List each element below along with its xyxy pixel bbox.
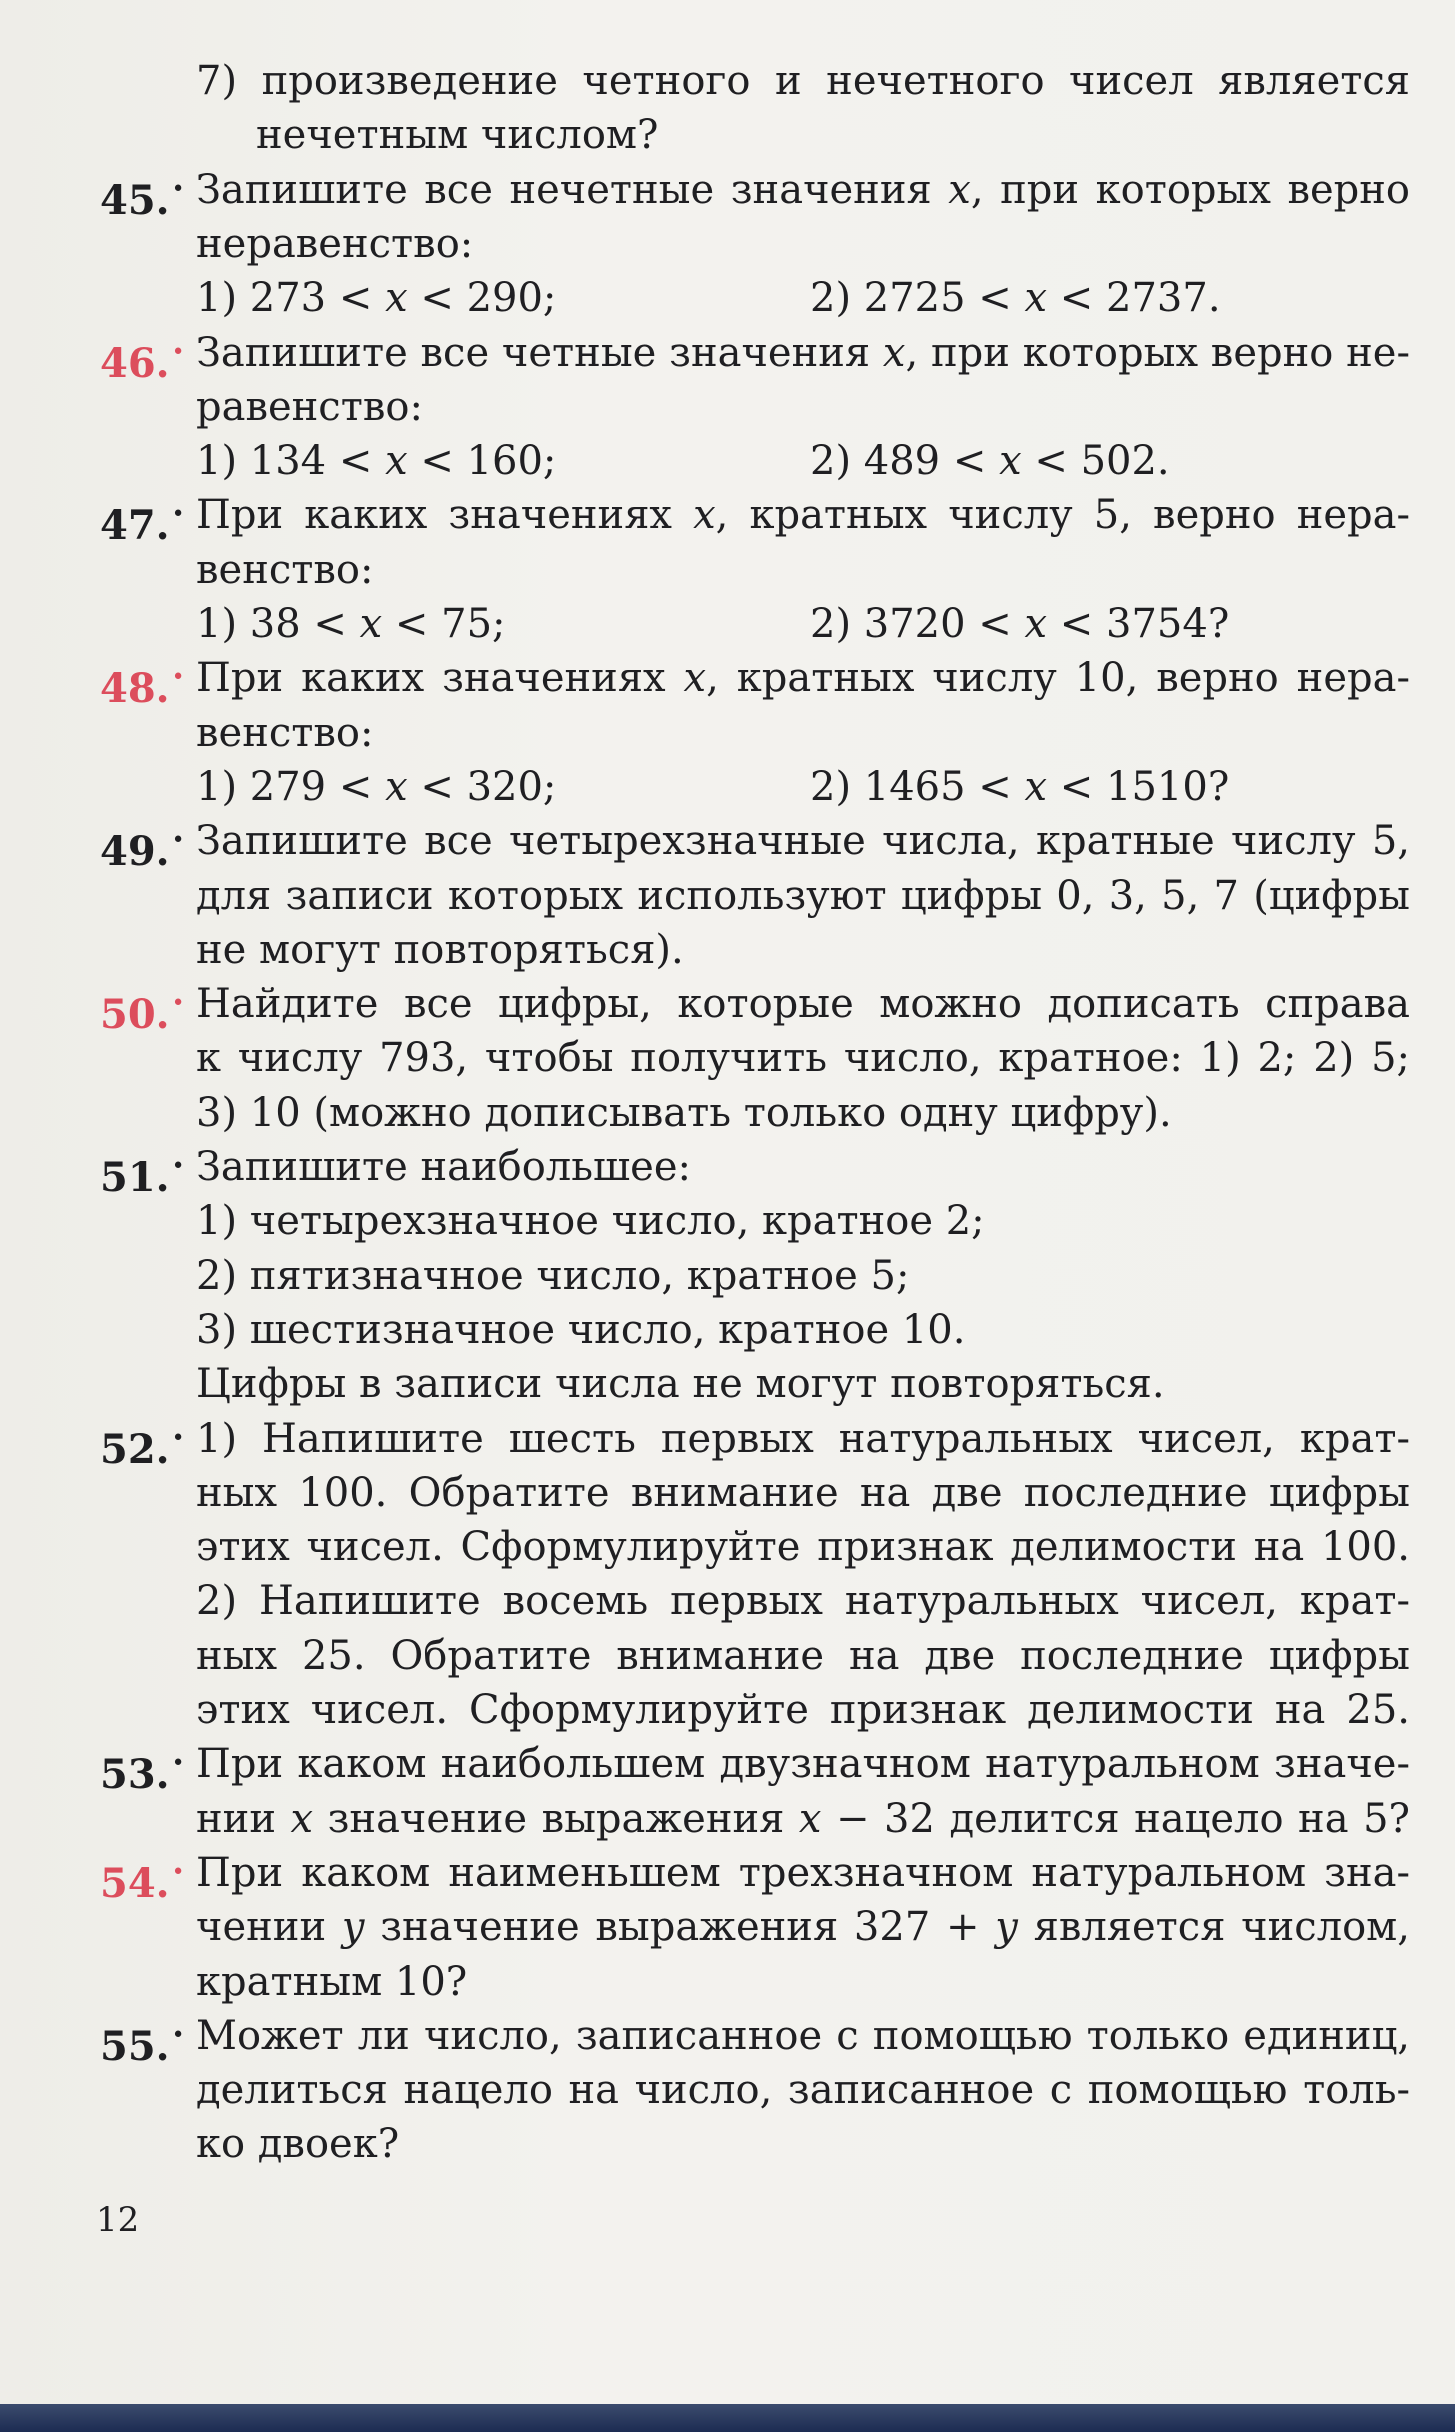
text-line bbox=[0, 1194, 1455, 1248]
exercise-text: 7) произведение четного и нечетного чисел является bbox=[196, 58, 1410, 104]
text-line bbox=[0, 1792, 1455, 1846]
exercise-text: равенство: bbox=[196, 383, 423, 430]
text-line bbox=[0, 1629, 1455, 1683]
exercise-text: венство: bbox=[196, 546, 374, 593]
exercise-text: Запишите все четырехзначные числа, кратные числу 5, bbox=[196, 818, 1410, 865]
level-marker-icon: • bbox=[171, 339, 185, 365]
text-line bbox=[0, 1900, 1455, 1954]
text-line bbox=[0, 651, 1455, 713]
exercise-text: При каком наибольшем двузначном натуральном значе- bbox=[196, 1741, 1410, 1788]
text-line bbox=[0, 217, 1455, 271]
text-line bbox=[0, 2009, 1455, 2070]
exercise-number: 50.• bbox=[100, 991, 185, 1039]
exercise-text: Запишите наибольшее: bbox=[196, 1144, 691, 1190]
text-line bbox=[0, 1303, 1455, 1357]
exercise-number: 52.• bbox=[100, 1425, 185, 1473]
level-marker-icon: • bbox=[171, 1154, 185, 1179]
level-marker-icon: • bbox=[171, 2022, 185, 2048]
exercise-text: ных 25. Обратите внимание на две последние цифры bbox=[196, 1632, 1410, 1679]
exercise-number: 54.• bbox=[100, 1859, 185, 1907]
level-marker-icon: • bbox=[171, 665, 185, 691]
exercise-text: этих чисел. Сформулируйте признак делимости на 100. bbox=[196, 1524, 1410, 1571]
exercise-text: 1) Напишите шесть первых натуральных чисел, крат- bbox=[196, 1415, 1410, 1462]
exercise-text: ко двоек? bbox=[196, 2121, 400, 2168]
text-line bbox=[0, 326, 1455, 387]
inequality-option: 2) 2725 < x < 2737. bbox=[810, 275, 1221, 322]
exercise-text: ных 100. Обратите внимание на две последние цифры bbox=[196, 1469, 1410, 1516]
scan-bottom-edge bbox=[0, 2404, 1455, 2432]
exercise-text: нии x значение выражения x − 32 делится нацело на 5? bbox=[196, 1795, 1410, 1842]
exercise-text: делиться нацело на число, записанное с помощью толь- bbox=[196, 2067, 1410, 2114]
text-line bbox=[0, 1466, 1455, 1520]
text-line bbox=[0, 869, 1455, 923]
exercise-text: При каких значениях x, кратных числу 5, верно нера- bbox=[196, 492, 1410, 539]
level-marker-icon: • bbox=[171, 991, 185, 1017]
text-line bbox=[0, 977, 1455, 1039]
exercise-text: этих чисел. Сформулируйте признак делимости на 25. bbox=[196, 1687, 1410, 1733]
text-line bbox=[0, 54, 1455, 108]
level-marker-icon: • bbox=[171, 1859, 185, 1885]
inequality-option: 2) 489 < x < 502. bbox=[810, 438, 1170, 485]
exercise-text: 1) четырехзначное число, кратное 2; bbox=[196, 1198, 985, 1245]
exercise-text: 2) Напишите восемь первых натуральных чисел, крат- bbox=[196, 1578, 1410, 1625]
exercise-number: 45.• bbox=[100, 176, 185, 224]
level-marker-icon: • bbox=[171, 176, 185, 202]
exercise-text: к числу 793, чтобы получить число, кратное: 1) 2; 2) 5; bbox=[196, 1035, 1410, 1082]
page-number: 12 bbox=[96, 2200, 140, 2240]
text-line bbox=[0, 1574, 1455, 1628]
inequality-option: 2) 1465 < x < 1510? bbox=[810, 763, 1230, 810]
inequality-option: 1) 279 < x < 320; bbox=[196, 763, 557, 810]
exercise-text: 3) шестизначное число, кратное 10. bbox=[196, 1306, 966, 1353]
inequality-option: 1) 38 < x < 75; bbox=[196, 601, 506, 647]
exercise-number: 53.• bbox=[100, 1751, 185, 1799]
exercise-text: кратным 10? bbox=[196, 1958, 468, 2005]
exercise-number: 48.• bbox=[100, 665, 185, 713]
text-line bbox=[0, 1249, 1455, 1303]
text-line bbox=[0, 1140, 1455, 1201]
text-line bbox=[0, 923, 1455, 977]
exercise-number: 46.• bbox=[100, 339, 185, 387]
text-line bbox=[0, 1520, 1455, 1574]
text-line bbox=[0, 163, 1455, 224]
inequality-option: 1) 134 < x < 160; bbox=[196, 438, 557, 485]
exercise-number: 47.• bbox=[100, 502, 185, 550]
exercise-text: 3) 10 (можно дописывать только одну цифру). bbox=[196, 1089, 1172, 1136]
text-line bbox=[0, 1086, 1455, 1140]
level-marker-icon: • bbox=[171, 1751, 185, 1777]
exercise-number: 49.• bbox=[100, 828, 185, 876]
text-line bbox=[0, 814, 1455, 876]
text-line bbox=[0, 1357, 1455, 1411]
inequality-option: 1) 273 < x < 290; bbox=[196, 275, 557, 322]
exercise-text: Может ли число, записанное с помощью только единиц, bbox=[196, 2012, 1410, 2059]
text-line bbox=[0, 1683, 1455, 1737]
text-line bbox=[0, 108, 1455, 162]
exercise-text: неравенство: bbox=[196, 220, 474, 267]
level-marker-icon: • bbox=[171, 1425, 185, 1451]
text-line bbox=[0, 271, 1455, 325]
text-line bbox=[0, 1737, 1455, 1799]
exercise-text: Найдите все цифры, которые можно дописать справа bbox=[196, 981, 1410, 1028]
text-line bbox=[0, 1031, 1455, 1085]
text-line bbox=[0, 760, 1455, 814]
exercise-text: для записи которых используют цифры 0, 3, 5, 7 (цифры bbox=[196, 872, 1410, 919]
text-line bbox=[0, 380, 1455, 434]
text-line bbox=[0, 2117, 1455, 2171]
level-marker-icon: • bbox=[171, 502, 185, 528]
exercise-text: Запишите все четные значения x, при которых верно не- bbox=[196, 329, 1410, 376]
exercise-text: 2) пятизначное число, кратное 5; bbox=[196, 1252, 910, 1299]
exercise-text: венство: bbox=[196, 709, 374, 756]
inequality-option: 2) 3720 < x < 3754? bbox=[810, 601, 1230, 647]
text-line bbox=[0, 706, 1455, 760]
exercise-number: 51.• bbox=[100, 1154, 185, 1201]
exercise-text: Запишите все нечетные значения x, при которых верно bbox=[196, 166, 1410, 213]
exercise-number: 55.• bbox=[100, 2022, 185, 2070]
text-line bbox=[0, 2063, 1455, 2117]
text-line bbox=[0, 597, 1455, 651]
exercise-text: чении y значение выражения 327 + y является числом, bbox=[196, 1904, 1411, 1951]
exercise-text: нечетным числом? bbox=[256, 112, 659, 159]
text-line bbox=[0, 434, 1455, 488]
exercise-text: Цифры в записи числа не могут повторяться. bbox=[196, 1361, 1165, 1408]
text-line bbox=[0, 488, 1455, 550]
exercise-text: не могут повторяться). bbox=[196, 926, 684, 973]
text-line bbox=[0, 1412, 1455, 1473]
text-line bbox=[0, 1846, 1455, 1907]
exercise-text: При каком наименьшем трехзначном натуральном зна- bbox=[196, 1849, 1410, 1896]
text-line bbox=[0, 543, 1455, 597]
exercise-text: При каких значениях x, кратных числу 10, верно нера- bbox=[196, 655, 1410, 702]
text-line bbox=[0, 1955, 1455, 2009]
level-marker-icon: • bbox=[171, 828, 185, 854]
